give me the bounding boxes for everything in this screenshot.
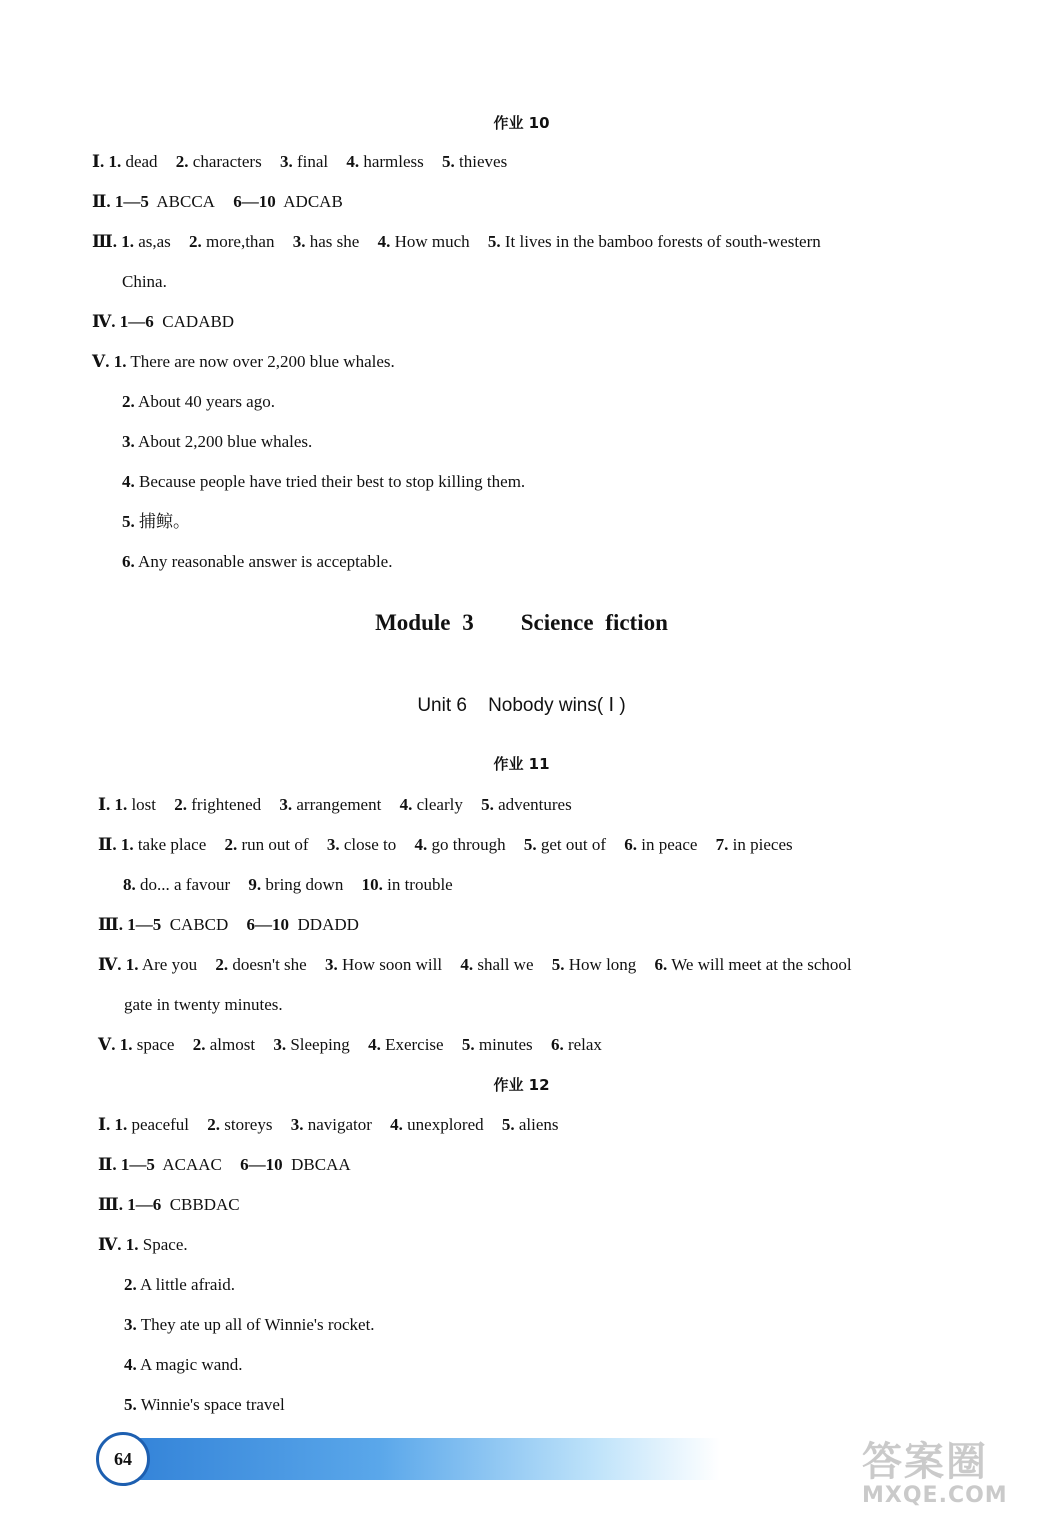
answer-item: 6. relax	[550, 1035, 602, 1054]
answer-item: 3. final	[279, 152, 329, 171]
answer-item: 10. in trouble	[361, 875, 453, 894]
answer-item: 4. harmless	[346, 152, 424, 171]
watermark-logo	[862, 1430, 1032, 1530]
answer-item: 3. How soon will	[324, 955, 443, 974]
answer-item: 6—10 DDADD	[246, 915, 359, 934]
answer-item: 2. doesn't she	[215, 955, 307, 974]
answer-item: 3. navigator	[290, 1115, 372, 1134]
answer-item: 1. Are you	[125, 955, 198, 974]
answer-item: 4. shall we	[460, 955, 534, 974]
answer-item: 1. dead	[108, 152, 158, 171]
answer-item: 2. more,than	[189, 232, 275, 251]
hw12-section-2	[98, 1154, 1043, 1176]
answer-item: 1—6 CADABD	[119, 312, 235, 331]
answer-item: 4. unexplored	[390, 1115, 484, 1134]
watermark-text: 答案圈	[862, 1439, 988, 1485]
hw11-section-1	[98, 794, 1043, 816]
hw10-section-3-continuation: China.	[122, 272, 167, 291]
answer-item: 6. in peace	[624, 835, 698, 854]
hw10-section-3	[92, 231, 1043, 253]
section-label: Ⅳ.	[98, 1235, 122, 1254]
section-label: Ⅲ.	[92, 232, 117, 251]
watermark-url: MXQE.COM	[862, 1483, 1008, 1508]
answer-item: 4. Because people have tried their best to stop killing them.	[122, 472, 526, 491]
section-label: Ⅱ.	[98, 1155, 117, 1174]
section-label: Ⅰ.	[98, 1115, 111, 1134]
section-label: Ⅰ.	[98, 795, 111, 814]
hw12-section-1	[98, 1114, 1043, 1136]
footer-bar	[100, 1438, 720, 1480]
answer-item: 1—5 ABCCA	[114, 192, 215, 211]
hw11-section-4	[98, 954, 1043, 976]
answer-item: 3. Sleeping	[273, 1035, 350, 1054]
answer-item: 5. adventures	[481, 795, 572, 814]
answer-item: 2. characters	[175, 152, 262, 171]
answer-item: 4. A magic wand.	[124, 1355, 243, 1374]
section-label: Ⅳ.	[98, 955, 122, 974]
hw11-section-4-continuation: gate in twenty minutes.	[124, 995, 283, 1014]
answer-item: 6. Any reasonable answer is acceptable.	[122, 552, 393, 571]
homework-10-title: 作业 10	[493, 114, 550, 132]
answer-item: 1. peaceful	[114, 1115, 190, 1134]
answer-item: 6. We will meet at the school	[654, 955, 852, 974]
answer-item: 1—5 CABCD	[127, 915, 229, 934]
section-label: Ⅳ.	[92, 312, 116, 331]
answer-item: 1—5 ACAAC	[120, 1155, 222, 1174]
hw11-section-2	[98, 834, 1043, 856]
answer-item: 3. has she	[292, 232, 360, 251]
answer-item: 2. almost	[192, 1035, 256, 1054]
hw11-section-2-continuation	[123, 874, 1043, 896]
answer-item: 6—10 DBCAA	[240, 1155, 351, 1174]
hw12-section-4	[98, 1234, 1043, 1256]
section-label: Ⅱ.	[98, 835, 117, 854]
answer-item: 2. frightened	[174, 795, 262, 814]
answer-item: 1—6 CBBDAC	[127, 1195, 240, 1214]
section-label: Ⅰ.	[92, 152, 105, 171]
answer-item: 3. arrangement	[279, 795, 382, 814]
answer-item: 3. About 2,200 blue whales.	[122, 432, 313, 451]
answer-item: 5. It lives in the bamboo forests of south-western	[487, 232, 821, 251]
answer-item: 4. How much	[377, 232, 470, 251]
page-number: 64	[96, 1432, 150, 1486]
section-label: Ⅴ.	[92, 352, 110, 371]
unit-title: Unit 6 Nobody wins( Ⅰ )	[417, 695, 626, 716]
homework-12-title: 作业 12	[493, 1076, 550, 1094]
answer-item: 3. close to	[326, 835, 397, 854]
answer-item: 5. aliens	[501, 1115, 559, 1134]
answer-item: 2. A little afraid.	[124, 1275, 235, 1294]
answer-item: 1. lost	[114, 795, 157, 814]
answer-item: 5. minutes	[461, 1035, 533, 1054]
answer-item: 6—10 ADCAB	[233, 192, 343, 211]
answer-item: 4. Exercise	[368, 1035, 444, 1054]
hw10-section-1	[92, 151, 1043, 173]
hw10-section-4	[92, 311, 1043, 333]
answer-item: 2. About 40 years ago.	[122, 392, 275, 411]
answer-item: 3. They ate up all of Winnie's rocket.	[124, 1315, 375, 1334]
hw10-section-5	[92, 351, 1043, 373]
section-label: Ⅲ.	[98, 915, 123, 934]
answer-item: 1. as,as	[121, 232, 171, 251]
answer-item: 7. in pieces	[715, 835, 793, 854]
answer-item: 2. run out of	[224, 835, 309, 854]
answer-item: 8. do... a favour	[123, 875, 231, 894]
answer-item: 5. Winnie's space travel	[124, 1395, 285, 1414]
answer-item: 4. clearly	[399, 795, 463, 814]
answer-item: 1. Space.	[125, 1235, 188, 1254]
homework-11-title: 作业 11	[493, 755, 550, 773]
hw11-section-5	[98, 1034, 1043, 1056]
answer-item: 1. space	[119, 1035, 175, 1054]
section-label: Ⅲ.	[98, 1195, 123, 1214]
module-title: Module 3 Science fiction	[375, 610, 668, 635]
answer-item: 5. 捕鲸。	[122, 512, 190, 531]
answer-item: 2. storeys	[207, 1115, 273, 1134]
answer-item: 5. How long	[551, 955, 637, 974]
answer-item: 4. go through	[414, 835, 506, 854]
answer-item: 5. thieves	[442, 152, 508, 171]
answer-item: 5. get out of	[523, 835, 607, 854]
section-label: Ⅱ.	[92, 192, 111, 211]
hw11-section-3	[98, 914, 1043, 936]
answer-item: 1. take place	[120, 835, 207, 854]
hw12-section-3	[98, 1194, 1043, 1216]
answer-item: 1. There are now over 2,200 blue whales.	[113, 352, 395, 371]
answer-item: 9. bring down	[248, 875, 344, 894]
section-label: Ⅴ.	[98, 1035, 116, 1054]
hw10-section-2	[92, 191, 1043, 213]
